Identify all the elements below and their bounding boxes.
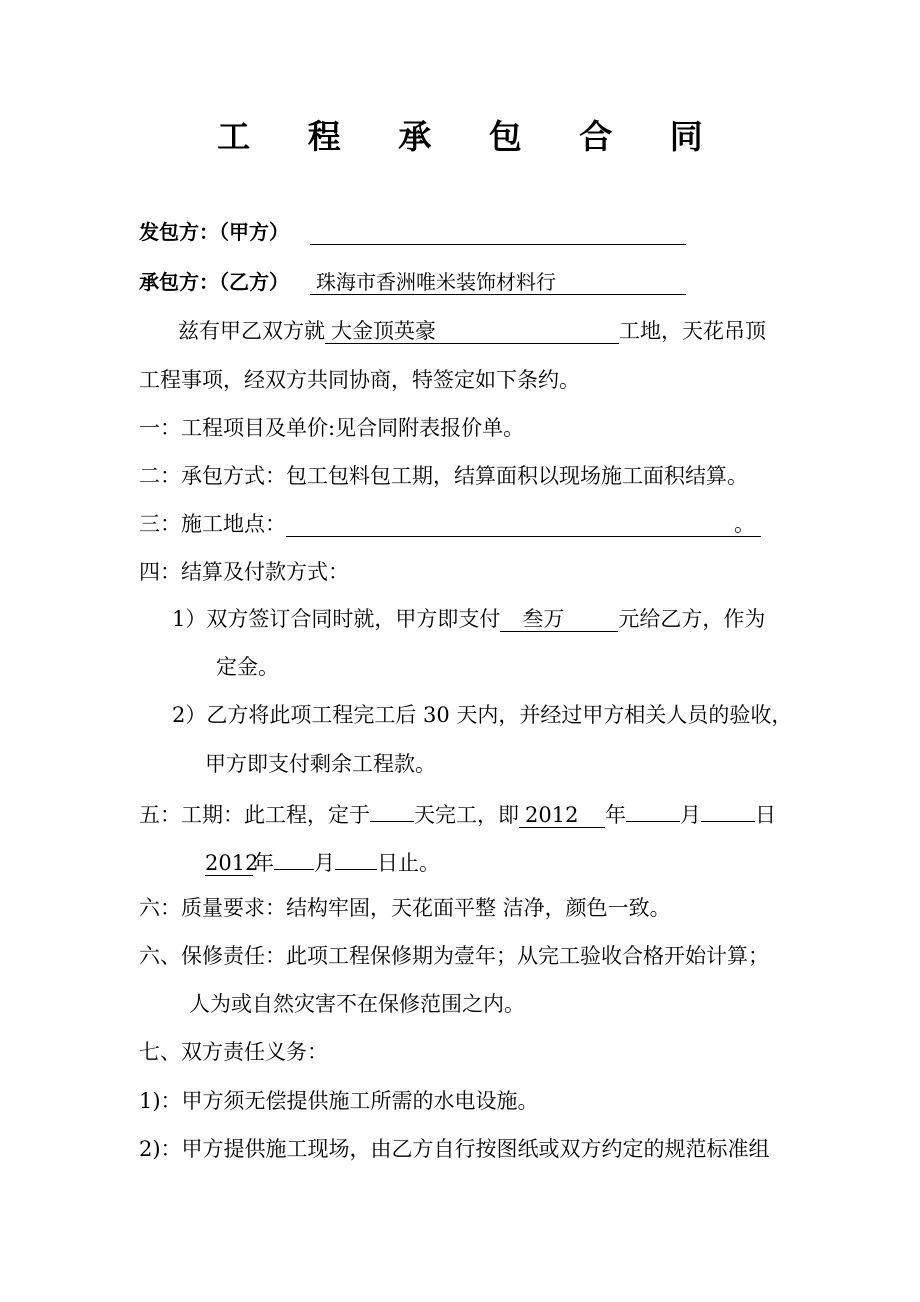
party-b-label: 承包方：（乙方） — [139, 270, 289, 294]
clause-4-1: 1）双方签订合同时就，甲方即支付 叁万 元给乙方，作为 — [172, 607, 766, 631]
end-year-field[interactable]: 2012 — [205, 851, 259, 875]
end-month-field[interactable] — [274, 845, 314, 870]
clause-6-warranty: 六、保修责任：此项工程保修期为壹年；从完工验收合格开始计算； — [139, 944, 769, 968]
party-b-row — [139, 267, 686, 297]
clause-5: 五：工期：此工程，定于 天完工，即 2012 年 月 日 — [139, 797, 776, 830]
end-day-field[interactable] — [335, 845, 377, 870]
clause-4-2-line-2: 甲方即支付剩余工程款。 — [205, 752, 436, 776]
intro-line-2: 工程事项，经双方共同协商，特签定如下条约。 — [139, 368, 580, 392]
deposit-amount-field[interactable]: 叁万 — [500, 607, 618, 632]
clause-4-2: 2）乙方将此项工程完工后 30 天内，并经过甲方相关人员的验收， — [172, 703, 793, 727]
clause-3: 三：施工地点： 。 — [139, 509, 761, 539]
clause-2: 二：承包方式：包工包料包工期，结算面积以现场施工面积结算。 — [139, 464, 748, 488]
intro-line-1: 兹有甲乙双方就 大金顶英豪 工地，天花吊顶 — [178, 319, 766, 343]
clause-4: 四：结算及付款方式： — [139, 560, 349, 584]
clause-7: 七、双方责任义务： — [139, 1040, 328, 1064]
clause-7-1: 1)：甲方须无偿提供施工所需的水电设施。 — [139, 1089, 539, 1113]
start-year-field[interactable]: 2012 — [519, 803, 605, 828]
clause-5-line-2: 2012年 月 日止。 — [205, 845, 440, 878]
clause-6-warranty-line-2: 人为或自然灾害不在保修范围之内。 — [189, 992, 525, 1016]
start-day-field[interactable] — [701, 797, 755, 822]
location-field[interactable]: 。 — [286, 512, 761, 537]
clause-1: 一：工程项目及单价:见合同附表报价单。 — [139, 416, 525, 440]
party-a-field[interactable] — [310, 220, 686, 245]
clause-7-2: 2)：甲方提供施工现场，由乙方自行按图纸或双方约定的规范标准组 — [139, 1137, 770, 1161]
days-field[interactable] — [370, 797, 414, 822]
party-b-field[interactable]: 珠海市香洲唯米装饰材料行 — [310, 270, 686, 295]
clause-6-quality: 六：质量要求：结构牢固，天花面平整 洁净，颜色一致。 — [139, 896, 671, 920]
party-a-row — [139, 217, 686, 247]
party-a-label: 发包方：（甲方） — [139, 220, 289, 244]
contract-title: 工 程 承 包 合 同 — [217, 117, 726, 156]
site-field[interactable]: 大金顶英豪 — [325, 319, 619, 344]
clause-4-1-line-2: 定金。 — [216, 655, 279, 679]
start-month-field[interactable] — [626, 797, 680, 822]
